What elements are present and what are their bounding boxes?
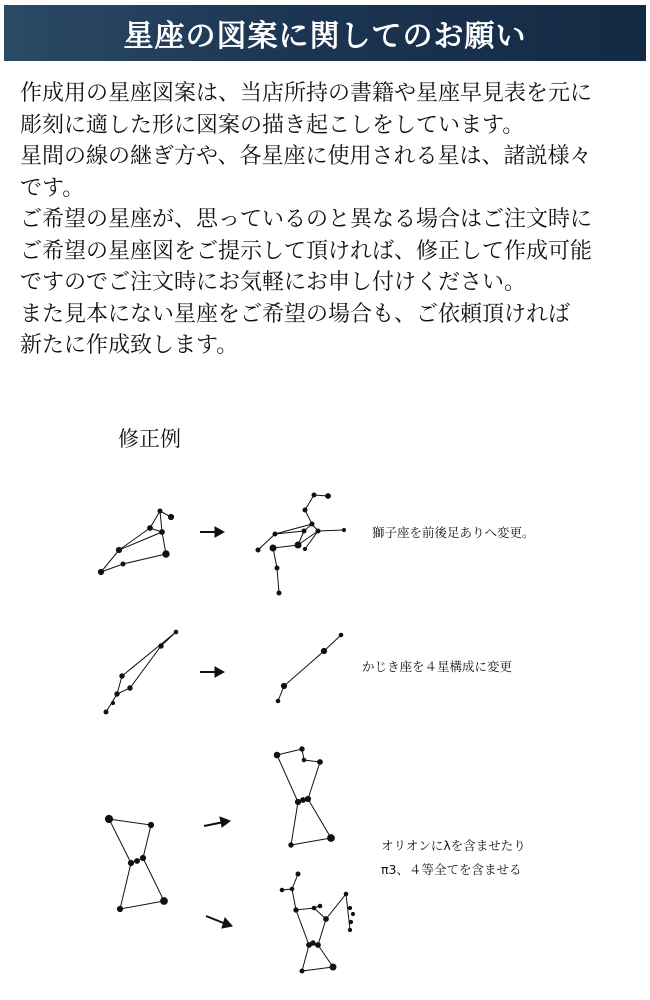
body-line: ですのでご注文時にお気軽にお申し付けください。 [20, 270, 527, 295]
orion-after-diagram-2 [280, 872, 354, 973]
examples-heading: 修正例 [118, 427, 181, 451]
body-line: ご希望の星座が、思っているのと異なる場合はご注文時に [20, 207, 593, 232]
body-line: また見本にない星座をご希望の場合も、ご依頼頂ければ [20, 301, 571, 327]
orion-note [381, 834, 526, 882]
arrow-icon [200, 667, 224, 677]
body-line: 彫刻に適した形に図案の描き起こしをしています。 [20, 112, 525, 138]
leo-after-diagram [256, 493, 346, 595]
page-title: 星座の図案に関してのお願い [123, 19, 527, 54]
leo-note: 獅子座を前後足ありへ変更。 [372, 525, 535, 540]
leo-before-diagram [98, 509, 173, 575]
dorado-before-diagram [104, 630, 178, 714]
orion-before-diagram [105, 815, 167, 911]
body-line: ご希望の星座図をご提示して頂ければ、修正して作成可能 [20, 238, 593, 264]
body-line: 作成用の星座図案は、当店所持の書籍や星座早見表を元に [20, 81, 593, 106]
arrow-icon [204, 817, 230, 827]
arrow-icon [206, 916, 232, 928]
body-line: 新たに作成致します。 [20, 333, 239, 358]
body-line: です。 [20, 175, 85, 201]
dorado-after-diagram [276, 633, 343, 703]
arrow-icon [200, 527, 224, 537]
body-line: 星間の線の継ぎ方や、各星座に使用される星は、諸説様々 [20, 144, 592, 169]
orion-after-diagram-1 [274, 747, 334, 847]
orion-note-line: オリオンにλを含ませたり [381, 838, 526, 853]
dorado-note: かじき座を４星構成に変更 [362, 659, 513, 674]
orion-note-line: π3、４等全てを含ませる [381, 862, 522, 877]
